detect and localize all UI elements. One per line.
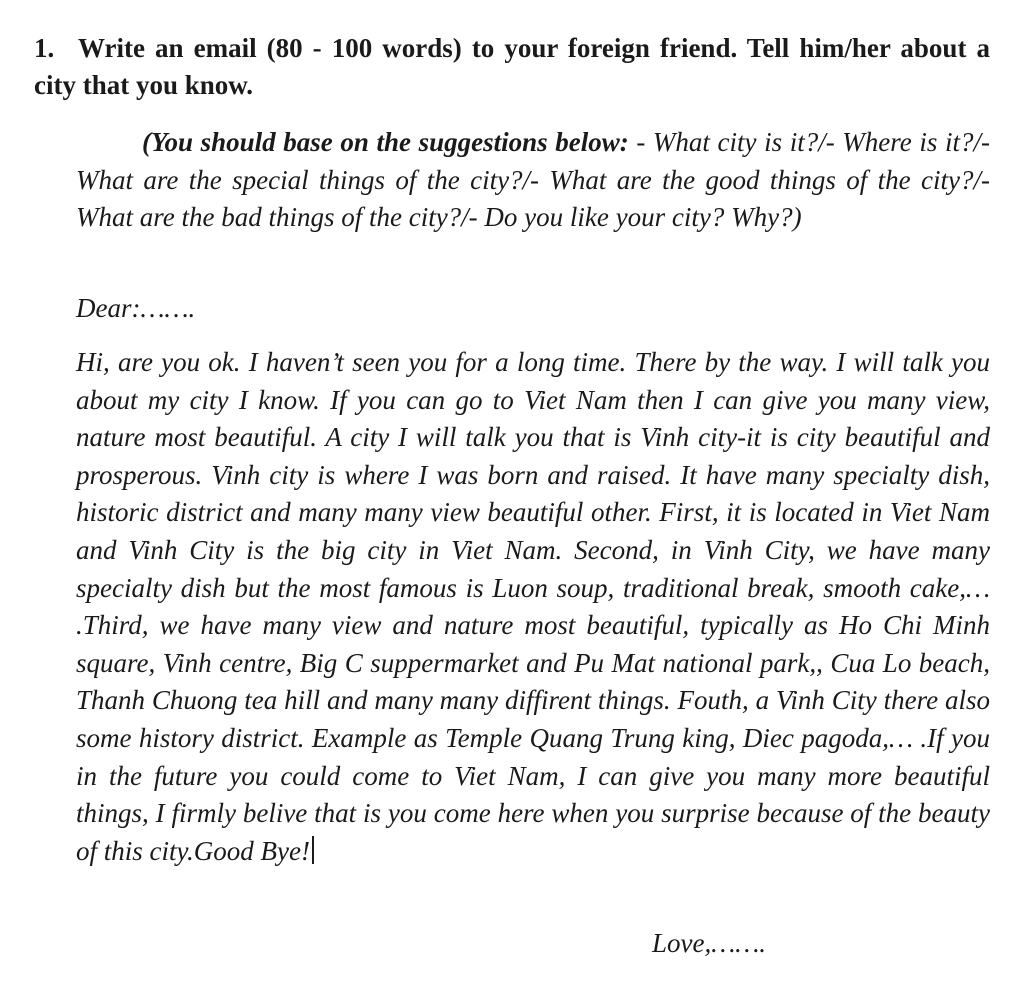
- suggestions-lead: (You should base on the suggestions below:: [142, 127, 629, 157]
- letter-body: Hi, are you ok. I haven’t seen you for a long time. There by the way. I will talk you about my city I know. If you can go to Viet Nam then I can give you many view, nature most beautiful. A city I will talk you that is Vinh city-it is city beautiful and prosperous. Vinh city is where I was born and raised. It have many specialty dish, historic district and many many view beautiful other. First, it is located in Viet Nam and Vinh City is the big city in Viet Nam. Second, in Vinh City, we have many specialty dish but the most famous is Luon soup, traditional break, smooth cake,… .Third, we have many view and nature most beautiful, typically as Ho Chi Minh square, Vinh centre, Big C suppermarket and Pu Mat national park,, Cua Lo beach, Thanh Chuong tea hill and many many diffirent things. Fouth, a Vinh City there also some history district. Example as Temple Quang Trung king, Diec pagoda,… .If you in the future you could come to Viet Nam, I can give you many more beautiful things, I firmly belive that is you come here when you surprise because of the beauty of this city.Good Bye!: [76, 347, 990, 866]
- question-number: 1.: [34, 33, 55, 63]
- letter-greeting: Dear:…….: [76, 293, 196, 323]
- letter-body-block[interactable]: [76, 344, 990, 870]
- suggestions-list: - What city is it?/- Where is it?/- What are the special things of the city?/- What are the good things of the city?/- What are the bad things of the city?/- Do you like your city? Why?): [76, 127, 990, 232]
- question-prompt: [34, 30, 990, 104]
- text-cursor: [312, 836, 314, 864]
- question-text: Write an email (80 - 100 words) to your foreign friend. Tell him/her about a city that you know.: [34, 33, 990, 100]
- suggestions-block: [76, 124, 990, 237]
- letter-closing: Love,…….: [652, 928, 766, 958]
